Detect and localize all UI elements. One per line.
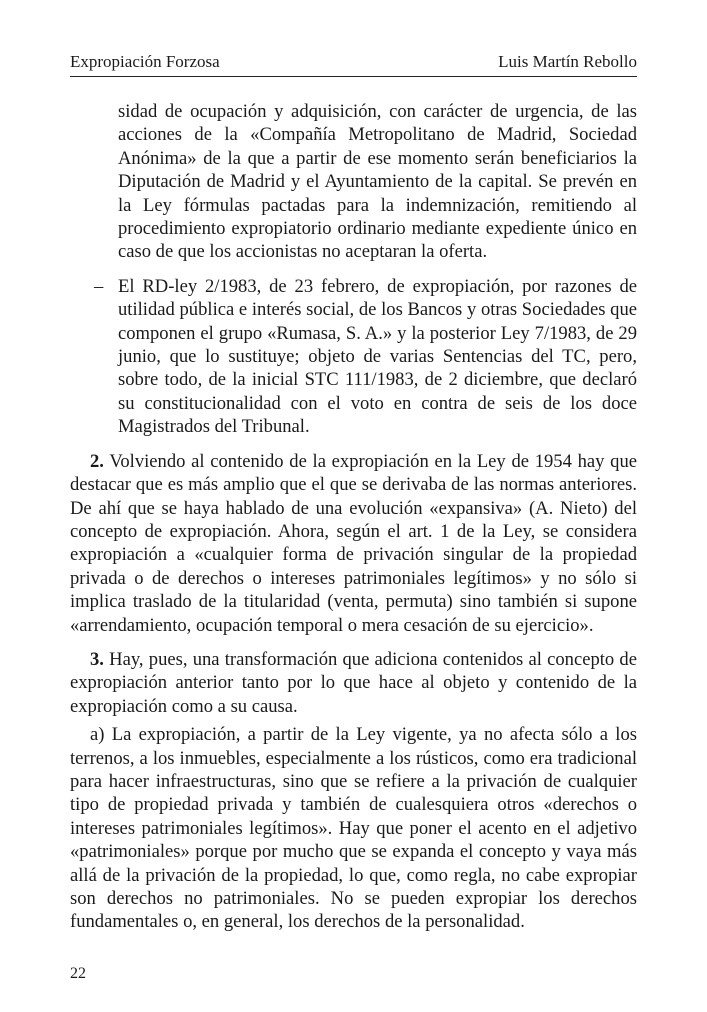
- paragraph-2: [70, 450, 637, 637]
- page-number: 22: [70, 965, 86, 982]
- page-body: [70, 100, 637, 934]
- continuation-paragraph: sidad de ocupación y adquisición, con carácter de urgencia, de las acciones de la «Compañía Metropolitano de Madrid, Sociedad Anónima» de la que a partir de ese momento serán beneficiarios la Diputación de Madrid y el Ayuntamiento de la capital. Se prevén en la Ley fórmulas pactadas para la indemnización, remitiendo al procedimiento expropiatorio ordinario mediante expediente único en caso de que los accionistas no aceptaran la oferta.: [118, 101, 637, 263]
- paragraph-2-text: Volviendo al contenido de la expropiación en la Ley de 1954 hay que destacar que es más amplio que el que se derivaba de las normas anteriores. De ahí que se haya hablado de una evolución «expansiva» (A. Nieto) del concepto de expropiación. Ahora, según el art. 1 de la Ley, se considera expropiación a «cualquier forma de privación singular de la propiedad privada o de derechos o intereses patrimoniales legítimos» y no sólo si implica traslado de la titularidad (venta, permuta) sino también si supone «arrendamiento, ocupación temporal o mera cesación de su ejercicio».: [70, 450, 637, 636]
- header-title: Expropiación Forzosa: [70, 52, 220, 71]
- paragraph-2-number: 2.: [90, 450, 104, 472]
- paragraph-3: [70, 648, 637, 718]
- list-item: [70, 275, 637, 439]
- paragraph-3-text: Hay, pues, una transformación que adiciona contenidos al concepto de expropiación anterior tanto por lo que hace al objeto y contenido de la expropiación como a su causa.: [70, 648, 637, 717]
- list-dash: –: [94, 275, 104, 297]
- header-author: Luis Martín Rebollo: [498, 52, 637, 71]
- paragraph-3-number: 3.: [90, 648, 104, 670]
- paragraph-a: a) La expropiación, a partir de la Ley vigente, ya no afecta sólo a los terrenos, a los inmuebles, especialmente a los rústicos, como era tradicional para hacer infraestructuras, sino que se refiere a la privación de cualquier tipo de propiedad privada y también de cualesquiera otros «derechos o intereses patrimoniales legítimos». Hay que poner el acento en el adjetivo «patrimoniales» porque por mucho que se expanda el concepto y vaya más allá de la privación de la propiedad, lo que, como regla, no cabe expropiar son derechos no patrimoniales. No se pueden expropiar los derechos fundamentales o, en general, los derechos de la personalidad.: [70, 724, 637, 933]
- running-header: [70, 46, 637, 77]
- list-item-text: El RD-ley 2/1983, de 23 febrero, de expropiación, por razones de utilidad pública e interés social, de los Bancos y otras Sociedades que componen el grupo «Rumasa, S. A.» y la posterior Ley 7/1983, de 29 junio, que lo sustituye; objeto de varias Sentencias del TC, pero, sobre todo, de la inicial STC 111/1983, de 2 diciembre, que declaró su constitucionalidad con el voto en contra de seis de los doce Magistrados del Tribunal.: [118, 275, 637, 438]
